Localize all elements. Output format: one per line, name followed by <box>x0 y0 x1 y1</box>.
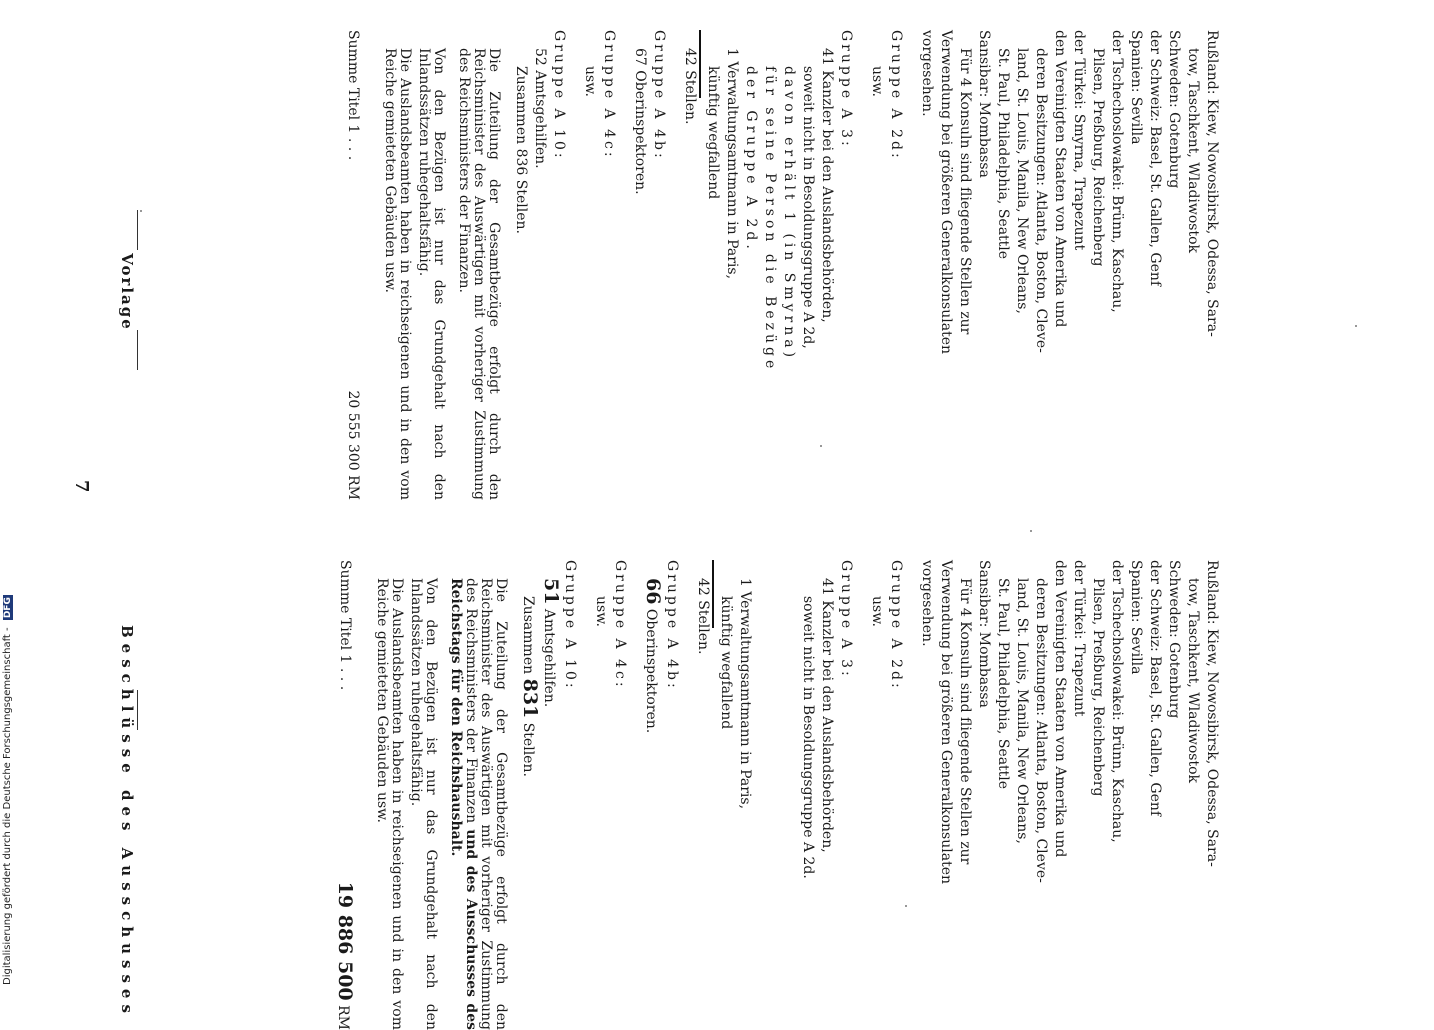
text-line: der Schweiz: Basel, St. Gallen, Genf <box>1147 30 1163 287</box>
text-line: 52 Amtsgehilfen. <box>532 48 548 169</box>
sum-label: Summe Titel 1 . . . <box>337 560 353 691</box>
group-heading: Gruppe A 4b: <box>651 30 667 161</box>
sum-value-unit: RM <box>335 1005 351 1030</box>
text-line: der Tschechoslowakei: Brünn, Kaschau, <box>1109 30 1125 313</box>
paragraph: Die Auslandsbeamten haben in reichseigenen und in den vom Reiche gemieteten Gebäuden usw. <box>382 48 413 500</box>
scan-speck <box>1355 325 1357 327</box>
group-heading: Gruppe A 2d: <box>888 30 904 161</box>
dfg-footer <box>0 0 18 1000</box>
text-line: usw. <box>593 596 609 627</box>
sum-rule <box>699 30 701 98</box>
text-line: land, St. Louis, Manila, New Orleans, <box>1014 48 1030 314</box>
sum-value-number: 19 886 500 <box>334 881 356 1001</box>
paragraph: Die Auslandsbeamten haben in reichseigenen und in den vom Reiche gemieteten Gebäuden usw. <box>374 578 405 1030</box>
text-line: der Tschechoslowakei: Brünn, Kaschau, <box>1109 560 1125 843</box>
text-line: den Vereinigten Staaten von Amerika und <box>1052 30 1068 328</box>
text-fragment: Die Zuteilung der Gesamtbezüge erfolgt durch den Reichsminister des Auswärtigen mit vorheriger Zustimmung des Reichsministers der Finanzen <box>463 578 509 1030</box>
text-line: tow, Taschkent, Wladiwostok <box>1185 48 1201 254</box>
group-heading: Gruppe A 10: <box>562 560 578 691</box>
heading-rule-left-2 <box>137 330 138 370</box>
text-line: Spanien: Sevilla <box>1128 560 1144 675</box>
text-line: Pilsen, Preßburg, Reichenberg <box>1090 578 1106 797</box>
text-line: tow, Taschkent, Wladiwostok <box>1185 578 1201 784</box>
text-line: usw. <box>869 596 885 627</box>
text-line: 67 Oberinspektoren. <box>632 48 648 195</box>
scan-speck <box>1030 530 1032 532</box>
sum-line <box>334 560 356 1030</box>
text-line: Sansibar: Mombassa <box>976 560 992 708</box>
dfg-footer-text: Digitalisierung gefördert durch die Deutsche Forschungsgemeinschaft - <box>2 627 13 985</box>
text-line <box>519 560 541 1030</box>
text-line: Verwendung bei größeren Generalkonsulaten <box>938 30 954 355</box>
sum-value: 20 555 300 RM <box>345 390 361 500</box>
text-line: Spanien: Sevilla <box>1128 30 1144 145</box>
paragraph: Die Zuteilung der Gesamtbezüge erfolgt durch den Reichsminister des Auswärtigen mit vorheriger Zustimmung des Reichsministers der Finanzen. <box>456 48 502 500</box>
text-line: soweit nicht in Besoldungsgruppe A 2d, <box>800 66 816 349</box>
sum-line <box>345 30 360 500</box>
text-fragment: Oberinspektoren. <box>643 608 659 734</box>
text-line: deren Besitzungen: Atlanta, Boston, Cleve- <box>1033 578 1049 883</box>
text-line: für seine Person die Bezüge <box>762 66 778 373</box>
scan-speck <box>820 445 822 447</box>
paragraph: Von den Bezügen ist nur das Grundgehalt nach den Inlandssätzen ruhegehaltsfähig. <box>408 578 439 1030</box>
amendment-text: und des Ausschusses des Reichstags für den Reichshaushalt. <box>448 578 479 1030</box>
text-line: künftig wegfallend <box>718 596 734 730</box>
text-line: der Türkei: Smyrna, Trapezunt <box>1071 30 1087 251</box>
text-line: künftig wegfallend <box>705 66 721 200</box>
text-line: davon erhält 1 (in Smyrna) <box>781 66 797 362</box>
text-line: 41 Kanzler bei den Auslandsbehörden, <box>819 578 835 853</box>
text-line: Schweden: Gotenburg <box>1166 30 1182 189</box>
text-line: Für 4 Konsuln sind fliegende Stellen zur <box>957 578 973 865</box>
text-line: 41 Kanzler bei den Auslandsbehörden, <box>819 48 835 323</box>
text-line <box>540 560 562 1030</box>
page-number: 7 <box>71 480 92 493</box>
text-line: Verwendung bei größeren Generalkonsulaten <box>938 560 954 885</box>
text-line: St. Paul, Philadelphia, Seattle <box>995 48 1011 260</box>
paragraph: Von den Bezügen ist nur das Grundgehalt nach den Inlandssätzen ruhegehaltsfähig. <box>416 48 447 500</box>
text-line: den Vereinigten Staaten von Amerika und <box>1052 560 1068 858</box>
group-heading: Gruppe A 3: <box>838 560 854 679</box>
text-line: usw. <box>582 66 598 97</box>
group-heading: Gruppe A 3: <box>838 30 854 149</box>
text-line: vorgesehen. <box>919 560 935 647</box>
text-fragment: Amtsgehilfen. <box>541 608 557 708</box>
text-line: usw. <box>869 66 885 97</box>
changed-value: 66 <box>642 578 664 605</box>
text-line: Rußland: Kiew, Nowosibirsk, Odessa, Sara- <box>1204 560 1220 867</box>
text-line: Rußland: Kiew, Nowosibirsk, Odessa, Sara- <box>1204 30 1220 337</box>
text-line: Für 4 Konsuln sind fliegende Stellen zur <box>957 48 973 335</box>
group-heading: Gruppe A 4b: <box>664 560 680 691</box>
text-line: St. Paul, Philadelphia, Seattle <box>995 578 1011 790</box>
text-fragment: Stellen. <box>520 722 536 777</box>
text-line: 1 Verwaltungsamtmann in Paris, <box>737 578 753 810</box>
scan-speck <box>905 905 907 907</box>
text-line <box>642 560 664 1030</box>
text-line: 42 Stellen. <box>695 578 711 655</box>
changed-value: 51 <box>540 578 562 605</box>
text-fragment: Zusammen <box>520 596 536 675</box>
text-line: vorgesehen. <box>919 30 935 117</box>
dfg-footer-inner <box>2 595 13 985</box>
text-line: 1 Verwaltungsamtmann in Paris, <box>724 48 740 280</box>
heading-rule-left <box>137 210 138 250</box>
heading-beschluesse: Beschlüsse des Ausschusses <box>118 625 136 1019</box>
column-vorlage <box>341 30 1219 500</box>
text-line: der Gruppe A 2d. <box>743 66 759 253</box>
group-heading: Gruppe A 4c: <box>601 30 617 160</box>
text-line: der Schweiz: Basel, St. Gallen, Genf <box>1147 560 1163 817</box>
sum-label: Summe Titel 1 . . . <box>345 30 361 161</box>
text-line: Sansibar: Mombassa <box>976 30 992 178</box>
text-line: 42 Stellen. <box>682 48 698 125</box>
sum-rule <box>712 560 714 628</box>
group-heading: Gruppe A 2d: <box>888 560 904 691</box>
scan-speck <box>140 210 142 212</box>
dfg-logo-icon: DFG <box>3 597 13 619</box>
heading-vorlage: Vorlage <box>118 253 136 331</box>
sum-value <box>334 881 356 1030</box>
group-heading: Gruppe A 4c: <box>612 560 628 690</box>
text-line: Pilsen, Preßburg, Reichenberg <box>1090 48 1106 267</box>
changed-value: 831 <box>519 678 541 719</box>
group-heading: Gruppe A 10: <box>551 30 567 161</box>
text-line: Schweden: Gotenburg <box>1166 560 1182 719</box>
heading-rule-right <box>137 690 138 730</box>
column-beschluesse <box>333 560 1219 1030</box>
paragraph <box>448 560 508 1030</box>
text-line: der Türkei: Trapezunt <box>1071 560 1087 717</box>
text-line: soweit nicht in Besoldungsgruppe A 2d. <box>800 596 816 879</box>
text-line: land, St. Louis, Manila, New Orleans, <box>1014 578 1030 844</box>
text-line: deren Besitzungen: Atlanta, Boston, Cleve- <box>1033 48 1049 353</box>
text-line: Zusammen 836 Stellen. <box>513 66 529 234</box>
